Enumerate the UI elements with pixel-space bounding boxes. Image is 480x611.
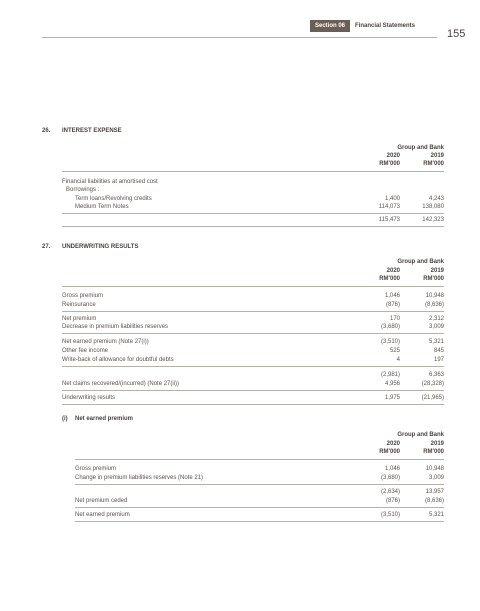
table-row: Medium Term Notes 114,073 138,080 [75, 204, 444, 210]
row-rule [75, 484, 444, 485]
note-27-title: UNDERWRITING RESULTS [62, 244, 139, 250]
note-26-bottom-rule [62, 226, 444, 227]
sub-i-unit-2020: RM'000 [379, 449, 400, 455]
note-27-unit-2020: RM'000 [379, 276, 400, 282]
note-27-year-2020: 2020 [386, 268, 400, 274]
table-row: Reinsurance (876) (8,636) [62, 302, 444, 308]
row-rule [62, 311, 444, 312]
sub-i-number: (i) [62, 416, 68, 422]
sub-i-year-2020: 2020 [386, 441, 400, 447]
table-row: Decrease in premium liabilities reserves (3,680) 3,009 [62, 324, 444, 330]
note-26-year-2019: 2019 [430, 153, 444, 159]
sub-i-group-label: Group and Bank [397, 432, 444, 438]
note-27-year-2019: 2019 [430, 268, 444, 274]
page-number: 155 [447, 28, 466, 40]
note-26-year-2020: 2020 [386, 153, 400, 159]
note-26-total-rule [62, 213, 444, 214]
row-rule [62, 366, 444, 367]
note-26-unit-2019: RM'000 [423, 161, 444, 167]
note-26-unit-2020: RM'000 [379, 161, 400, 167]
table-row: Write-back of allowance for doubtful debts 4 197 [62, 357, 444, 363]
note-26-group-label: Group and Bank [397, 145, 444, 151]
table-row-total: Underwriting results 1,975 (21,965) [62, 395, 444, 401]
table-row: Change in premium liabilities reserves (Note 21) (3,680) 3,009 [75, 475, 444, 481]
table-row: Other fee income 525 845 [62, 348, 444, 354]
table-row: Term loans/Revolving credits 1,400 4,243 [75, 196, 444, 202]
sub-i-header-rule [75, 459, 444, 460]
section-title: Financial Statements [355, 23, 416, 29]
note-27-header-rule [62, 286, 444, 287]
table-row: (2,981) 6,363 [380, 372, 444, 378]
section-tag: Section 06 [310, 20, 350, 32]
table-row: Gross premium 1,046 10,948 [62, 293, 444, 299]
header-rule [42, 37, 437, 38]
table-row: Net premium 170 2,312 [62, 316, 444, 322]
note-26-title: INTEREST EXPENSE [62, 128, 122, 134]
table-row: Net earned premium (Note 27(i)) (3,510) 5,321 [62, 339, 444, 345]
sub-i-title: Net earned premium [75, 416, 134, 422]
table-row: Net premium ceded (876) (8,636) [75, 498, 444, 504]
note-27-unit-2019: RM'000 [423, 276, 444, 282]
table-row-total: 115,473 142,323 [378, 217, 444, 223]
sub-i-year-2019: 2019 [430, 441, 444, 447]
table-row: Borrowings : [66, 187, 100, 193]
note-27-group-label: Group and Bank [397, 259, 444, 265]
note-27-number: 27. [42, 244, 51, 250]
table-row: Gross premium 1,046 10,948 [75, 466, 444, 472]
note-27-bottom-rule [62, 404, 444, 405]
note-26-header-rule [62, 171, 444, 172]
row-rule [62, 333, 444, 334]
table-row: (2,634) 13,957 [380, 489, 444, 495]
row-rule [75, 507, 444, 508]
sub-i-unit-2019: RM'000 [423, 449, 444, 455]
table-row-total: Net earned premium (3,510) 5,321 [75, 512, 444, 518]
note-26-number: 26. [42, 128, 51, 134]
table-row: Net claims recovered/(incurred) (Note 27(ii)) 4,956 (28,328) [62, 381, 444, 387]
row-rule [62, 390, 444, 391]
table-row: Financial liabilities at amortised cost [62, 179, 158, 185]
sub-i-bottom-rule [75, 521, 444, 522]
